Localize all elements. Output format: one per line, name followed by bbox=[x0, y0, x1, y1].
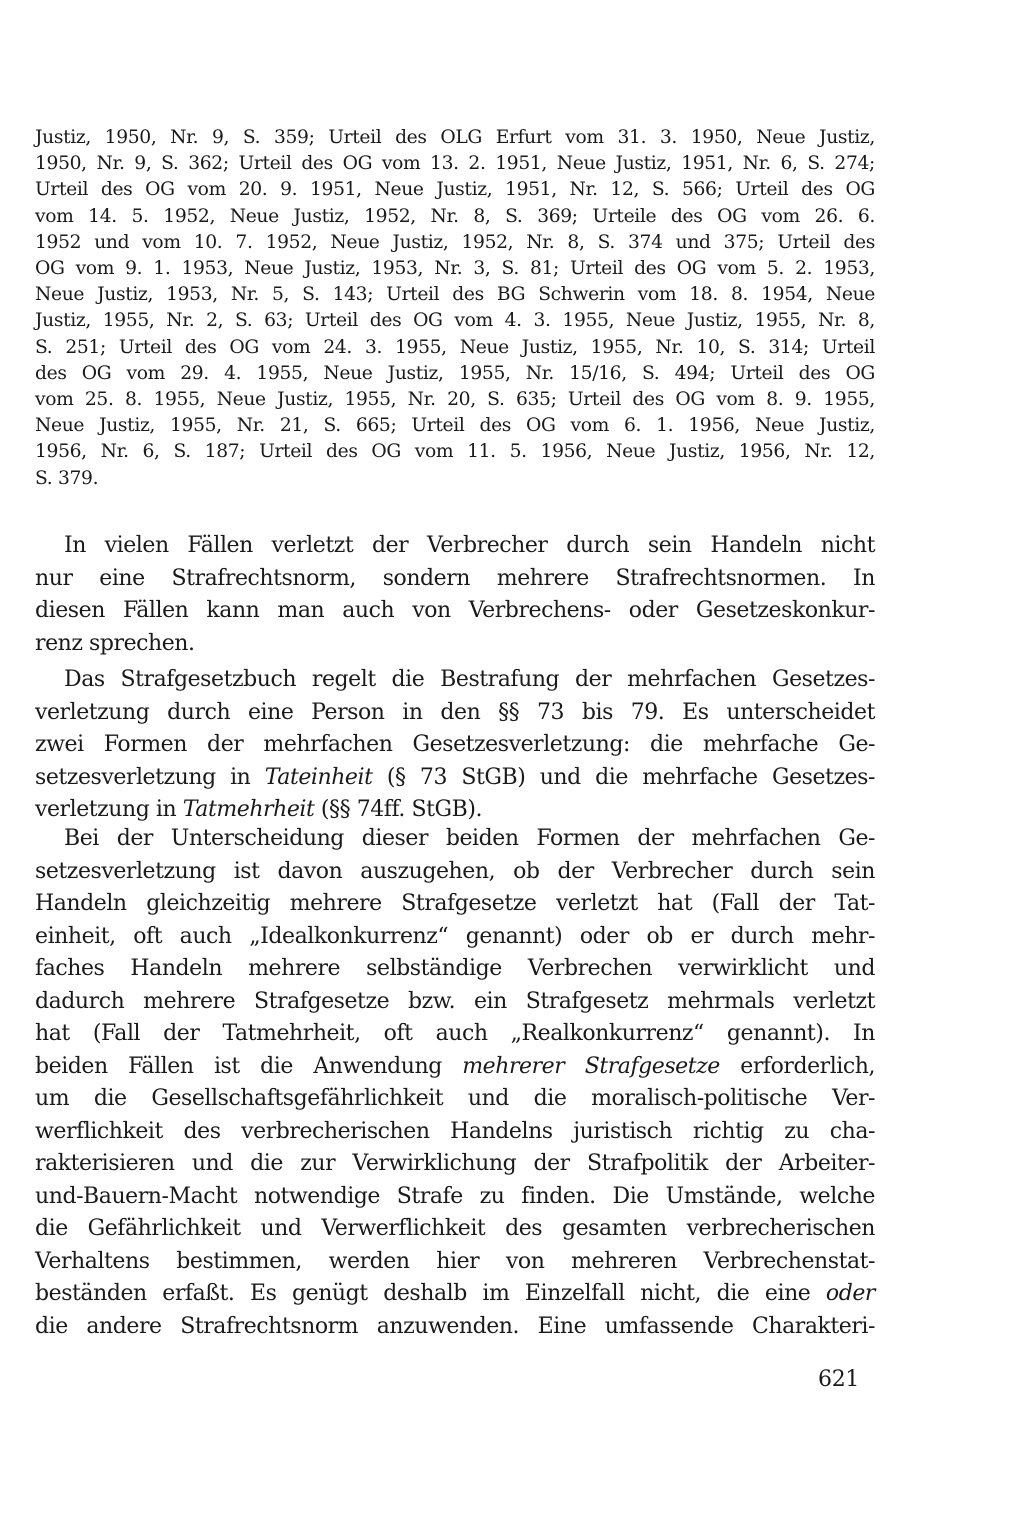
paragraph-line: einheit, oft auch „Idealkonkurrenz“ genannt) oder ob er durch mehr- bbox=[35, 923, 875, 949]
footnote-line: 1956, Nr. 6, S. 187; Urteil des OG vom 11. 5. 1956, Neue Justiz, 1956, Nr. 12, bbox=[35, 441, 875, 463]
paragraph-line bbox=[35, 762, 875, 795]
line-segment: beständen erfaßt. Es genügt deshalb im Einzelfall nicht, die eine bbox=[35, 1281, 826, 1306]
page-number: 621 bbox=[818, 1367, 860, 1392]
paragraph-line: In vielen Fällen verletzt der Verbrecher durch sein Handeln nicht bbox=[64, 533, 875, 558]
paragraph-line: hat (Fall der Tatmehrheit, oft auch „Realkonkurrenz“ genannt). In bbox=[35, 1021, 875, 1046]
line-segment: (§ 73 StGB) und die mehrfache Gesetzes- bbox=[372, 764, 875, 790]
paragraph-line bbox=[35, 794, 875, 827]
paragraph-line: die andere Strafrechtsnorm anzuwenden. Eine umfassende Charakteri- bbox=[35, 1313, 875, 1339]
footnote-line: S. 251; Urteil des OG vom 24. 3. 1955, Neue Justiz, 1955, Nr. 10, S. 314; Urteil bbox=[35, 336, 875, 358]
footnote-line: des OG vom 29. 4. 1955, Neue Justiz, 1955, Nr. 15/16, S. 494; Urteil des OG bbox=[35, 362, 875, 384]
line-segment: setzesverletzung in bbox=[35, 764, 265, 790]
paragraph-line: die Gefährlichkeit und Verwerflichkeit des gesamten verbrecherischen bbox=[35, 1216, 875, 1241]
paragraph-line: nur eine Strafrechtsnorm, sondern mehrere Strafrechtsnormen. In bbox=[35, 565, 875, 591]
paragraph-line: Bei der Unterscheidung dieser beiden Formen der mehrfachen Ge- bbox=[64, 826, 875, 851]
term-tatmehrheit: Tatmehrheit bbox=[182, 797, 315, 822]
footnote-line: vom 25. 8. 1955, Neue Justiz, 1955, Nr. 20, S. 635; Urteil des OG vom 8. 9. 1955, bbox=[35, 389, 875, 411]
footnote-line: 1950, Nr. 9, S. 362; Urteil des OG vom 13. 2. 1951, Neue Justiz, 1951, Nr. 6, S. 274; bbox=[35, 153, 875, 175]
term-oder: oder bbox=[825, 1281, 875, 1306]
paragraph-1 bbox=[35, 530, 875, 660]
paragraph-line: dadurch mehrere Strafgesetze bzw. ein Strafgesetz mehrmals verletzt bbox=[35, 988, 875, 1014]
footnote-line: vom 14. 5. 1952, Neue Justiz, 1952, Nr. 8, S. 369; Urteile des OG vom 26. 6. bbox=[35, 205, 875, 227]
line-segment: beiden Fällen ist die Anwendung bbox=[35, 1053, 463, 1079]
paragraph-2 bbox=[35, 664, 875, 827]
paragraph-line: verletzung durch eine Person in den §§ 73 bis 79. Es unterscheidet bbox=[35, 699, 875, 725]
footnote-line: Justiz, 1950, Nr. 9, S. 359; Urteil des OLG Erfurt vom 31. 3. 1950, Neue Justiz, bbox=[35, 127, 875, 148]
paragraph-line: faches Handeln mehrere selbständige Verbrechen verwirklicht und bbox=[35, 956, 875, 981]
paragraph-line: werflichkeit des verbrecherischen Handelns juristisch richtig zu cha- bbox=[35, 1118, 875, 1144]
footnote-line: 1952 und vom 10. 7. 1952, Neue Justiz, 1952, Nr. 8, S. 374 und 375; Urteil des bbox=[35, 231, 875, 253]
paragraph-line: diesen Fällen kann man auch von Verbrechens- oder Gesetzeskonkur- bbox=[35, 598, 875, 623]
paragraph-line: renz sprechen. bbox=[35, 630, 195, 656]
paragraph-line: Handeln gleichzeitig mehrere Strafgesetze verletzt hat (Fall der Tat- bbox=[35, 891, 875, 916]
line-segment: erforderlich, bbox=[719, 1053, 876, 1079]
line-segment: (§§ 74ff. StGB). bbox=[314, 797, 483, 822]
footnote-line: S. 379. bbox=[35, 467, 99, 489]
term-mehrerer-strafgesetze: mehrerer Strafgesetze bbox=[462, 1053, 720, 1079]
footnote-line: Urteil des OG vom 20. 9. 1951, Neue Justiz, 1951, Nr. 12, S. 566; Urteil des OG bbox=[35, 179, 875, 201]
footnote-citations bbox=[35, 125, 875, 492]
paragraph-line: zwei Formen der mehrfachen Gesetzesverletzung: die mehrfache Ge- bbox=[35, 732, 875, 757]
line-segment: verletzung in bbox=[35, 797, 183, 822]
paragraph-line: um die Gesellschaftsgefährlichkeit und die moralisch-politische Ver- bbox=[35, 1086, 875, 1111]
paragraph-3 bbox=[35, 823, 875, 1343]
paragraph-line: und-Bauern-Macht notwendige Strafe zu finden. Die Umstände, welche bbox=[35, 1183, 875, 1209]
paragraph-line bbox=[35, 1278, 875, 1311]
footnote-line: Neue Justiz, 1955, Nr. 21, S. 665; Urteil des OG vom 6. 1. 1956, Neue Justiz, bbox=[35, 415, 875, 437]
footnote-line: Neue Justiz, 1953, Nr. 5, S. 143; Urteil des BG Schwerin vom 18. 8. 1954, Neue bbox=[35, 284, 875, 306]
paragraph-line: setzesverletzung ist davon auszugehen, ob der Verbrecher durch sein bbox=[35, 858, 875, 884]
footnote-line: OG vom 9. 1. 1953, Neue Justiz, 1953, Nr. 3, S. 81; Urteil des OG vom 5. 2. 1953, bbox=[35, 258, 875, 280]
footnote-line: Justiz, 1955, Nr. 2, S. 63; Urteil des OG vom 4. 3. 1955, Neue Justiz, 1955, Nr. 8, bbox=[35, 310, 875, 332]
paragraph-line bbox=[35, 1051, 875, 1084]
paragraph-line: Verhaltens bestimmen, werden hier von mehreren Verbrechenstat- bbox=[35, 1248, 875, 1274]
term-tateinheit: Tateinheit bbox=[264, 764, 373, 790]
paragraph-line: rakterisieren und die zur Verwirklichung der Strafpolitik der Arbeiter- bbox=[35, 1151, 875, 1176]
paragraph-line: Das Strafgesetzbuch regelt die Bestrafung der mehrfachen Gesetzes- bbox=[64, 667, 875, 692]
